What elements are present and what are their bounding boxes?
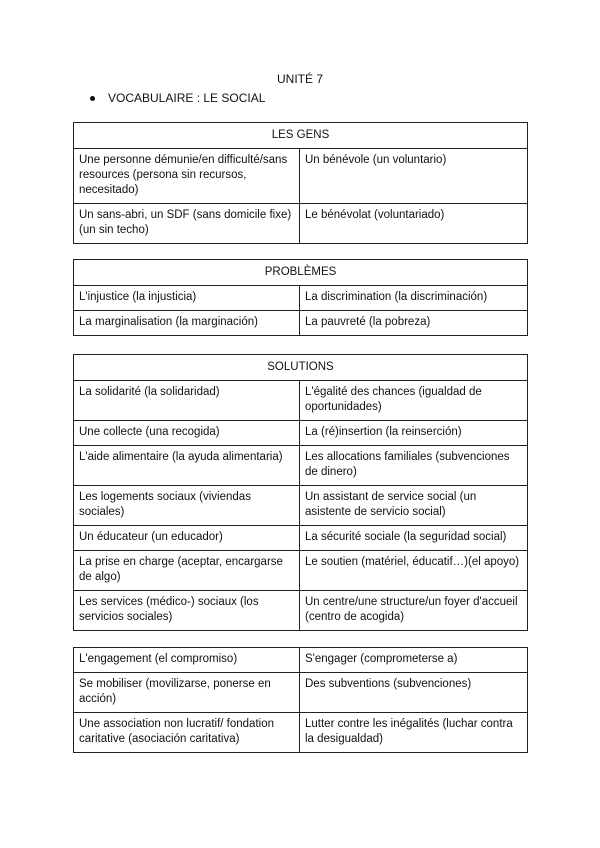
- table-header: PROBLÈMES: [74, 260, 528, 286]
- table-cell: Des subventions (subvenciones): [300, 673, 528, 713]
- table-row: [74, 713, 528, 753]
- table-cell: L'engagement (el compromiso): [74, 648, 300, 673]
- table-cell: La sécurité sociale (la seguridad social): [300, 526, 528, 551]
- table-cell: S'engager (comprometerse a): [300, 648, 528, 673]
- table-row: [74, 381, 528, 421]
- bullet-heading: [90, 91, 265, 105]
- table-cell: L'injustice (la injusticia): [74, 286, 300, 311]
- table-cell: Une personne démunie/en difficulté/sans resources (persona sin recursos, necesitado): [74, 149, 300, 204]
- table-row: [74, 421, 528, 446]
- table-cell: Un centre/une structure/un foyer d'accueil (centro de acogida): [300, 591, 528, 631]
- table-cell: La (ré)insertion (la reinserción): [300, 421, 528, 446]
- table-cell: La solidarité (la solidaridad): [74, 381, 300, 421]
- table-cell: Le bénévolat (voluntariado): [300, 204, 528, 244]
- table-cell: La discrimination (la discriminación): [300, 286, 528, 311]
- table-header: SOLUTIONS: [74, 355, 528, 381]
- table-row: [74, 673, 528, 713]
- table-cell: La pauvreté (la pobreza): [300, 311, 528, 336]
- table-row: [74, 486, 528, 526]
- table-cell: Une collecte (una recogida): [74, 421, 300, 446]
- table-cell: Un éducateur (un educador): [74, 526, 300, 551]
- table-problemes: [73, 259, 528, 336]
- table-cell: La prise en charge (aceptar, encargarse de algo): [74, 551, 300, 591]
- table-cell: Le soutien (matériel, éducatif…)(el apoyo): [300, 551, 528, 591]
- table-row: [74, 526, 528, 551]
- table-cell: Un sans-abri, un SDF (sans domicile fixe) (un sin techo): [74, 204, 300, 244]
- table-row: [74, 551, 528, 591]
- table-cell: Lutter contre les inégalités (luchar contra la desigualdad): [300, 713, 528, 753]
- bullet-dot-icon: [90, 96, 95, 101]
- table-row: [74, 286, 528, 311]
- table-cell: Un assistant de service social (un asistente de servicio social): [300, 486, 528, 526]
- table-row: [74, 591, 528, 631]
- table-les-gens: [73, 122, 528, 244]
- table-row: [74, 311, 528, 336]
- table-cell: Les services (médico-) sociaux (los servicios sociales): [74, 591, 300, 631]
- table-cell: Les logements sociaux (viviendas sociales): [74, 486, 300, 526]
- table-row: [74, 648, 528, 673]
- table-cell: La marginalisation (la marginación): [74, 311, 300, 336]
- table-header: LES GENS: [74, 123, 528, 149]
- table-cell: Une association non lucratif/ fondation caritative (asociación caritativa): [74, 713, 300, 753]
- page-title: UNITÉ 7: [276, 72, 323, 86]
- bullet-text: VOCABULAIRE : LE SOCIAL: [108, 91, 266, 105]
- table-row: [74, 149, 528, 204]
- table-cell: Un bénévole (un voluntario): [300, 149, 528, 204]
- table-cell: L'aide alimentaire (la ayuda alimentaria): [74, 446, 300, 486]
- table-cell: Se mobiliser (movilizarse, ponerse en acción): [74, 673, 300, 713]
- table-engagement: [73, 647, 528, 753]
- table-solutions: [73, 354, 528, 631]
- table-row: [74, 204, 528, 244]
- table-row: [74, 446, 528, 486]
- table-cell: L'égalité des chances (igualdad de oportunidades): [300, 381, 528, 421]
- table-cell: Les allocations familiales (subvenciones de dinero): [300, 446, 528, 486]
